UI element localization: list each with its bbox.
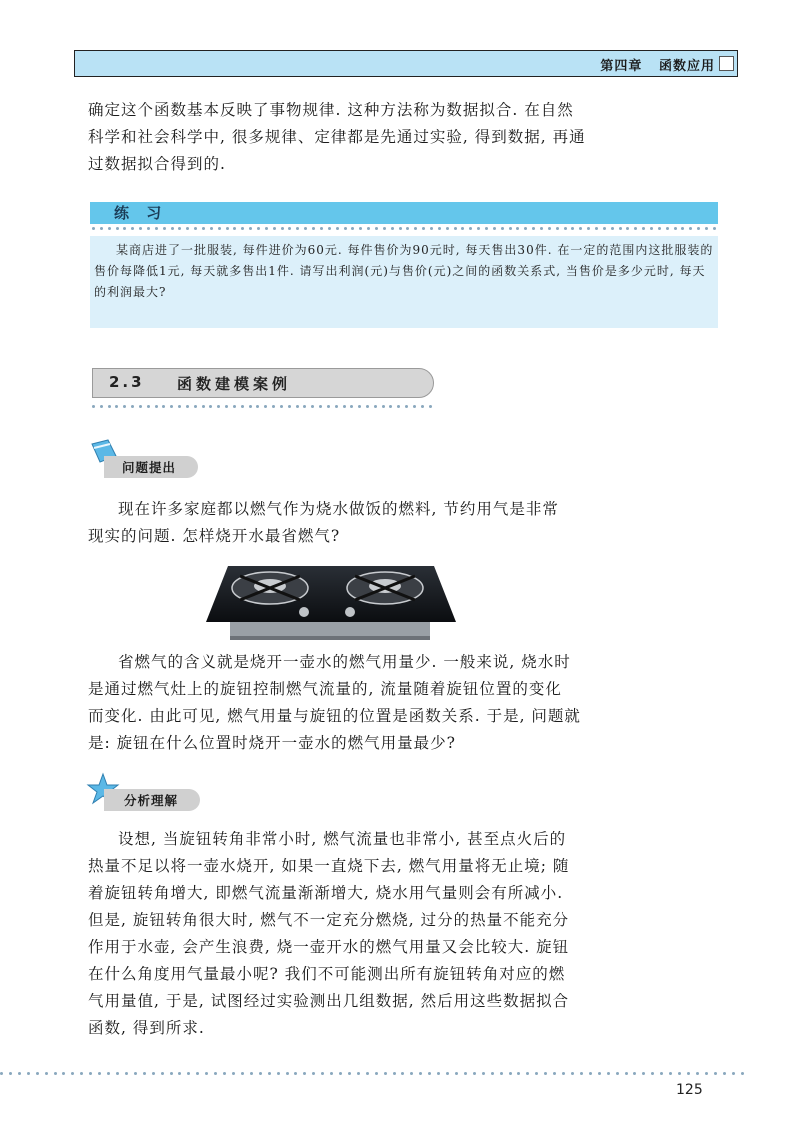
divider-dot [455,1072,458,1075]
divider-dot [626,227,629,230]
divider-dot [603,227,606,230]
text-line: 科学和社会科学中, 很多规律、定律都是先通过实验, 得到数据, 再通 [88,128,586,146]
divider-dot [335,405,338,408]
divider-dot [705,227,708,230]
divider-dot [553,1072,556,1075]
divider-dot [27,1072,30,1075]
divider-dot [410,1072,413,1075]
divider-dot [562,1072,565,1075]
divider-dot [194,227,197,230]
divider-dot [147,405,150,408]
divider-dot [171,227,174,230]
divider-dot [375,1072,378,1075]
divider-dot [125,1072,128,1075]
divider-dot [209,405,212,408]
divider-dot [143,1072,146,1075]
divider-dot [304,227,307,230]
divider-dot [115,405,118,408]
divider-dot [98,1072,101,1075]
divider-dot [660,1072,663,1075]
text-line: 但是, 旋钮转角很大时, 燃气不一定充分燃烧, 过分的热量不能充分 [88,911,570,929]
divider-dot [218,227,221,230]
analysis-label: 分析理解 [124,793,179,808]
divider-dot [170,1072,173,1075]
divider-dot [419,1072,422,1075]
divider-dot [634,227,637,230]
divider-dot [607,1072,610,1075]
divider-dot [233,227,236,230]
divider-dot [196,1072,199,1075]
divider-dot [446,1072,449,1075]
divider-dot [62,1072,65,1075]
divider-dot [80,1072,83,1075]
chapter-title: 第四章 函数应用 [600,59,715,74]
divider-dot [319,405,322,408]
divider-dot [571,227,574,230]
divider-dot [358,405,361,408]
divider-dot [9,1072,12,1075]
divider-dot [422,227,425,230]
divider-dot [714,1072,717,1075]
divider-dot [399,227,402,230]
divider-dot [92,405,95,408]
divider-dot [359,227,362,230]
divider-dot [357,1072,360,1075]
divider-dot [587,227,590,230]
divider-dot [131,227,134,230]
divider-dot [732,1072,735,1075]
divider-dot [500,1072,503,1075]
divider-dot [571,1072,574,1075]
divider-dot [92,227,95,230]
divider-dot [241,227,244,230]
divider-dot [0,1072,3,1075]
explanation-paragraph [88,649,728,757]
divider-dot [339,1072,342,1075]
divider-dot [674,227,677,230]
divider-dot [473,1072,476,1075]
divider-dot [437,1072,440,1075]
divider-dot [202,227,205,230]
divider-dot [429,405,432,408]
divider-dot [194,405,197,408]
divider-dot [741,1072,744,1075]
divider-dot [123,227,126,230]
divider-dot [633,1072,636,1075]
divider-dot [430,227,433,230]
divider-dot [501,227,504,230]
divider-dot [134,1072,137,1075]
divider-dot [155,405,158,408]
divider-dot [414,227,417,230]
divider-dot [100,405,103,408]
divider-dot [152,1072,155,1075]
divider-dot [311,405,314,408]
divider-dot [595,227,598,230]
divider-dot [642,1072,645,1075]
divider-dot [178,405,181,408]
divider-dot [509,227,512,230]
divider-dot [178,1072,181,1075]
divider-dot [223,1072,226,1075]
divider-dot [509,1072,512,1075]
gas-stove-image [200,546,460,646]
divider-dot [225,405,228,408]
divider-dot [265,227,268,230]
text-line: 着旋钮转角增大, 即燃气流量渐渐增大, 烧水用气量则会有所减小. [88,884,564,902]
divider-dot [226,227,229,230]
divider-dot [163,227,166,230]
divider-dot [280,405,283,408]
text-line: 函数, 得到所求. [88,1019,205,1037]
divider-dot [178,227,181,230]
divider-dot [477,227,480,230]
divider-dot [428,1072,431,1075]
text-line: 在什么角度用气量最小呢? 我们不可能测出所有旋钮转角对应的燃 [88,965,566,983]
divider-dot [681,227,684,230]
text-line: 而变化. 由此可见, 燃气用量与旋钮的位置是函数关系. 于是, 问题就 [88,707,581,725]
divider-dot [217,405,220,408]
divider-dot [139,227,142,230]
divider-dot [461,227,464,230]
divider-dot [131,405,134,408]
divider-dot [257,227,260,230]
divider-dot [186,227,189,230]
divider-dot [123,405,126,408]
divider-dot [54,1072,57,1075]
divider-dot [384,1072,387,1075]
chapter-header [74,50,738,77]
divider-dot [532,227,535,230]
text-line: 作用于水壶, 会产生浪费, 烧一壶开水的燃气用量又会比较大. 旋钮 [88,938,570,956]
divider-dot [249,405,252,408]
divider-dot [526,1072,529,1075]
divider-dot [579,227,582,230]
divider-dot [556,227,559,230]
divider-dot [464,1072,467,1075]
divider-dot [241,1072,244,1075]
divider-dot [233,405,236,408]
divider-dot [36,1072,39,1075]
divider-dot [689,227,692,230]
divider-dot [491,1072,494,1075]
divider-dot [18,1072,21,1075]
exercise-title: 练 习 [114,204,168,222]
divider-dot [697,227,700,230]
divider-dot [713,227,716,230]
divider-dot [383,227,386,230]
divider-dot [524,227,527,230]
divider-dot [162,405,165,408]
divider-dot [658,227,661,230]
divider-dot [666,227,669,230]
divider-dot [296,405,299,408]
divider-dot [343,405,346,408]
divider-dot [330,1072,333,1075]
divider-dot [259,1072,262,1075]
divider-dot [232,1072,235,1075]
divider-dot [272,405,275,408]
divider-dot [413,405,416,408]
divider-dot [642,227,645,230]
divider-dot [406,227,409,230]
divider-dot [651,1072,654,1075]
divider-dot [277,1072,280,1075]
divider-dot [100,227,103,230]
problem-paragraph [88,496,728,550]
divider-dot [438,227,441,230]
divider-dot [256,405,259,408]
divider-dot [336,227,339,230]
divider-dot [250,1072,253,1075]
divider-dot [389,405,392,408]
divider-dot [116,227,119,230]
divider-dot [116,1072,119,1075]
divider-dot [516,227,519,230]
divider-dot [321,1072,324,1075]
divider-dot [303,1072,306,1075]
divider-dot [469,227,472,230]
divider-dot [328,227,331,230]
divider-dot [619,227,622,230]
section-number: 2.3 [109,373,145,391]
divider-dot [589,1072,592,1075]
divider-dot [598,1072,601,1075]
divider-dot [286,1072,289,1075]
divider-dot [264,405,267,408]
text-line: 设想, 当旋钮转角非常小时, 燃气流量也非常小, 甚至点火后的 [118,830,567,848]
divider-dot [320,227,323,230]
divider-dot [273,227,276,230]
footer-dotted-divider [0,1072,744,1075]
divider-dot [548,227,551,230]
divider-dot [210,227,213,230]
divider-dot [485,227,488,230]
divider-dot [170,405,173,408]
divider-dot [723,1072,726,1075]
divider-dot [580,1072,583,1075]
divider-dot [493,227,496,230]
divider-dot [249,227,252,230]
divider-dot [393,1072,396,1075]
divider-dot [650,227,653,230]
divider-dot [268,1072,271,1075]
divider-dot [205,1072,208,1075]
divider-dot [391,227,394,230]
divider-dot [288,405,291,408]
text-line: 省燃气的含义就是烧开一壶水的燃气用量少. 一般来说, 烧水时 [118,653,571,671]
divider-dot [611,227,614,230]
divider-dot [344,227,347,230]
text-line: 确定这个函数基本反映了事物规律. 这种方法称为数据拟合. 在自然 [88,101,574,119]
divider-dot [374,405,377,408]
section-banner [92,368,434,398]
divider-dot [705,1072,708,1075]
section-title: 函数建模案例 [177,375,292,393]
divider-dot [401,1072,404,1075]
divider-dot [186,405,189,408]
text-line: 现实的问题. 怎样烧开水最省燃气? [88,527,341,545]
divider-dot [108,227,111,230]
divider-dot [350,405,353,408]
divider-dot [446,227,449,230]
text-line: 现在许多家庭都以燃气作为烧水做饭的燃料, 节约用气是非常 [118,500,559,518]
divider-dot [187,1072,190,1075]
divider-dot [375,227,378,230]
text-line: 过数据拟合得到的. [88,155,226,173]
divider-dot [696,1072,699,1075]
divider-dot [544,1072,547,1075]
divider-dot [517,1072,520,1075]
divider-dot [366,1072,369,1075]
divider-dot [155,227,158,230]
divider-dot [540,227,543,230]
divider-dot [625,1072,628,1075]
divider-dot [147,227,150,230]
page-number: 125 [676,1082,703,1098]
divider-dot [382,405,385,408]
exercise-title-bar [90,202,718,224]
divider-dot [351,227,354,230]
divider-dot [281,227,284,230]
divider-dot [348,1072,351,1075]
exercise-text: 某商店进了一批服装, 每件进价为60元. 每件售价为90元时, 每天售出30件. 在一定的范围内这批服装的售价每降低1元, 每天就多售出1件. 请写出利润(元)与售价(元)之间的函数关系式, 当售价是多少元时, 每天的利润最大? [94,243,714,299]
divider-dot [107,1072,110,1075]
divider-dot [678,1072,681,1075]
divider-dot [312,227,315,230]
divider-dot [454,227,457,230]
divider-dot [108,405,111,408]
divider-dot [296,227,299,230]
divider-dot [71,1072,74,1075]
divider-dot [303,405,306,408]
divider-dot [669,1072,672,1075]
dotted-divider [92,405,432,408]
divider-dot [202,405,205,408]
divider-dot [535,1072,538,1075]
divider-dot [89,1072,92,1075]
divider-dot [294,1072,297,1075]
divider-dot [139,405,142,408]
divider-dot [687,1072,690,1075]
analysis-paragraph [88,826,728,1042]
divider-dot [367,227,370,230]
dotted-divider [92,227,716,230]
header-corner-box [719,56,734,71]
problem-label: 问题提出 [122,460,177,475]
divider-dot [45,1072,48,1075]
divider-dot [564,227,567,230]
divider-dot [312,1072,315,1075]
divider-dot [421,405,424,408]
divider-dot [214,1072,217,1075]
divider-dot [482,1072,485,1075]
divider-dot [397,405,400,408]
divider-dot [161,1072,164,1075]
divider-dot [241,405,244,408]
text-line: 是通过燃气灶上的旋钮控制燃气流量的, 流量随着旋钮位置的变化 [88,680,562,698]
divider-dot [366,405,369,408]
intro-paragraph [88,97,728,178]
text-line: 是: 旋钮在什么位置时烧开一壶水的燃气用量最少? [88,734,456,752]
divider-dot [405,405,408,408]
divider-dot [327,405,330,408]
exercise-box [90,236,718,328]
divider-dot [616,1072,619,1075]
text-line: 气用量值, 于是, 试图经过实验测出几组数据, 然后用这些数据拟合 [88,992,570,1010]
divider-dot [288,227,291,230]
text-line: 热量不足以将一壶水烧开, 如果一直烧下去, 燃气用量将无止境; 随 [88,857,570,875]
